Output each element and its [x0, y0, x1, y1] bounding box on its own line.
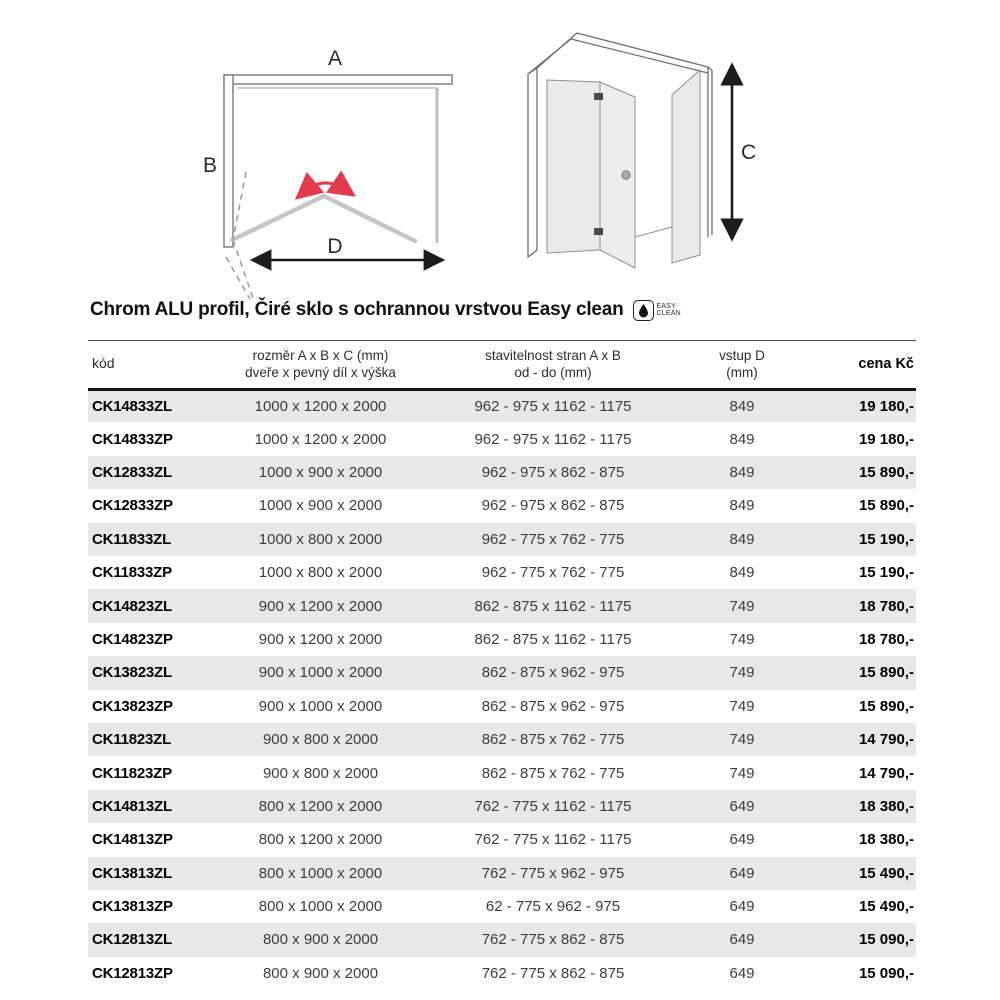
perspective-view-diagram [505, 22, 770, 287]
price-value: 18 380,- [858, 797, 914, 815]
table-row [88, 756, 916, 789]
price-value: 18 380,- [858, 831, 914, 849]
header-entry [683, 341, 801, 390]
table-row [88, 556, 916, 589]
dimension-value: 1000 x 800 x 2000 [258, 530, 383, 548]
product-code: CK14833ZL [92, 397, 172, 415]
table-row [88, 923, 916, 956]
bottom-opening-edge [635, 227, 672, 237]
dimension-value: 800 x 1200 x 2000 [258, 797, 383, 815]
adjustability-value: 862 - 875 x 762 - 775 [481, 731, 625, 749]
table-row [88, 389, 916, 422]
product-code: CK12833ZP [92, 497, 173, 515]
door-hinge-top-icon [594, 93, 603, 100]
header-entry-line2: (mm) [726, 365, 758, 381]
price-value: 15 890,- [858, 464, 914, 481]
entry-width-value: 749 [729, 764, 755, 782]
header-adjustability-line1: stavitelnost stran A x B [485, 348, 621, 363]
adjustability-value: 762 - 775 x 862 - 875 [481, 964, 625, 982]
left-wall-strip [528, 68, 537, 257]
product-code: CK13813ZP [92, 898, 173, 916]
folding-door-open-line [232, 196, 415, 241]
price-value: 15 890,- [858, 664, 914, 682]
product-code: CK12813ZL [92, 931, 172, 949]
price-value: 15 190,- [858, 530, 914, 548]
table-row [88, 957, 916, 990]
product-code: CK14813ZL [92, 797, 172, 815]
table-row [88, 857, 916, 890]
dimension-label-c: C [741, 141, 757, 164]
price-value: 15 090,- [858, 964, 914, 982]
dimension-value: 900 x 800 x 2000 [262, 731, 379, 749]
water-drop-icon [633, 300, 654, 321]
adjustability-value: 962 - 975 x 862 - 875 [481, 464, 625, 481]
adjustability-value: 862 - 875 x 1162 - 1175 [474, 597, 632, 615]
price-value: 15 890,- [858, 697, 914, 715]
dimension-value: 900 x 1000 x 2000 [258, 697, 383, 715]
header-adjustability-line2: od - do (mm) [514, 365, 592, 381]
entry-width-value: 749 [729, 731, 755, 749]
table-row [88, 623, 916, 656]
adjustability-value: 62 - 775 x 962 - 975 [485, 898, 621, 916]
product-spec-table [88, 340, 916, 990]
adjustability-value: 762 - 775 x 862 - 875 [481, 931, 625, 949]
dimension-value: 800 x 900 x 2000 [262, 931, 379, 949]
door-hinge-bottom-icon [594, 228, 603, 235]
entry-width-value: 849 [729, 497, 755, 515]
product-code: CK13823ZL [92, 664, 172, 682]
product-code: CK12833ZL [92, 464, 172, 481]
left-wall-profile [224, 75, 233, 247]
entry-width-value: 749 [729, 597, 755, 615]
header-dimensions-line1: rozměr A x B x C (mm) [252, 348, 389, 363]
entry-width-value: 849 [729, 397, 755, 415]
table-row [88, 456, 916, 489]
product-code: CK12813ZP [92, 964, 173, 982]
product-code: CK11833ZL [92, 530, 172, 548]
dimension-value: 800 x 1200 x 2000 [258, 831, 383, 849]
entry-width-value: 849 [729, 564, 755, 582]
price-value: 19 180,- [858, 430, 914, 448]
swing-direction-arrow [304, 183, 346, 192]
table-header [88, 341, 916, 390]
table-row [88, 890, 916, 923]
price-value: 18 780,- [858, 630, 914, 648]
header-adjustability [423, 341, 683, 390]
dimension-value: 1000 x 800 x 2000 [258, 564, 383, 582]
title-row [90, 299, 681, 321]
adjustability-value: 862 - 875 x 762 - 775 [481, 764, 625, 782]
entry-width-value: 849 [729, 430, 755, 448]
entry-width-value: 649 [729, 797, 755, 815]
header-entry-line1: vstup D [719, 348, 765, 363]
entry-width-value: 649 [729, 964, 755, 982]
dimension-value: 900 x 1200 x 2000 [258, 597, 383, 615]
price-value: 15 490,- [858, 898, 914, 916]
header-dimensions-line2: dveře x pevný díl x výška [245, 365, 396, 381]
header-dimensions [218, 341, 423, 390]
price-value: 15 490,- [858, 864, 914, 882]
dimension-value: 900 x 1000 x 2000 [258, 664, 383, 682]
adjustability-value: 762 - 775 x 962 - 975 [481, 864, 625, 882]
header-price: cena Kč [801, 341, 916, 390]
dimension-value: 1000 x 1200 x 2000 [254, 397, 387, 415]
table-row [88, 656, 916, 689]
price-value: 19 180,- [858, 397, 914, 415]
product-code: CK14823ZP [92, 630, 173, 648]
dimension-value: 1000 x 1200 x 2000 [254, 430, 387, 448]
easy-clean-line1: EASY [656, 303, 677, 310]
dimension-value: 800 x 1000 x 2000 [258, 898, 383, 916]
table-row [88, 823, 916, 856]
dimension-value: 800 x 1000 x 2000 [258, 864, 383, 882]
entry-width-value: 649 [729, 864, 755, 882]
product-code: CK14833ZP [92, 430, 173, 448]
entry-width-value: 749 [729, 664, 755, 682]
page-title: Chrom ALU profil, Čiré sklo s ochrannou vrstvou Easy clean [90, 299, 624, 320]
price-value: 14 790,- [858, 764, 914, 782]
fixed-glass-panel-right [672, 70, 700, 263]
adjustability-value: 962 - 975 x 862 - 875 [481, 497, 625, 515]
header-code: kód [88, 341, 218, 390]
easy-clean-label [657, 303, 681, 317]
dimension-value: 1000 x 900 x 2000 [258, 464, 383, 481]
entry-width-value: 649 [729, 931, 755, 949]
table-row [88, 489, 916, 522]
table-row [88, 790, 916, 823]
easy-clean-badge [633, 300, 681, 321]
entry-width-value: 649 [729, 898, 755, 916]
product-code: CK14813ZP [92, 831, 173, 849]
product-table-body [88, 389, 916, 990]
adjustability-value: 962 - 975 x 1162 - 1175 [474, 397, 632, 415]
top-wall-profile [224, 75, 452, 84]
dimension-value: 900 x 1200 x 2000 [258, 630, 383, 648]
entry-width-value: 749 [729, 630, 755, 648]
table-row [88, 589, 916, 622]
entry-width-value: 649 [729, 831, 755, 849]
product-code: CK11823ZL [92, 731, 172, 749]
adjustability-value: 962 - 975 x 1162 - 1175 [474, 430, 632, 448]
adjustability-value: 862 - 875 x 1162 - 1175 [474, 630, 632, 648]
adjustability-value: 962 - 775 x 762 - 775 [481, 530, 625, 548]
price-value: 15 890,- [858, 497, 914, 515]
adjustability-value: 762 - 775 x 1162 - 1175 [474, 831, 632, 849]
door-knob-icon [622, 171, 630, 179]
price-value: 18 780,- [858, 597, 914, 615]
product-code: CK13813ZL [92, 864, 172, 882]
table-row [88, 690, 916, 723]
product-code: CK13823ZP [92, 697, 173, 715]
dimension-value: 800 x 900 x 2000 [262, 964, 379, 982]
price-value: 15 090,- [858, 931, 914, 949]
dimension-label-d: D [327, 235, 343, 258]
adjustability-value: 962 - 775 x 762 - 775 [481, 564, 625, 582]
fixed-glass-panel-left [547, 80, 600, 253]
table-row [88, 422, 916, 455]
table-row [88, 523, 916, 556]
easy-clean-line2: CLEAN [656, 310, 681, 317]
product-code: CK11823ZP [92, 764, 172, 782]
dimension-value: 900 x 800 x 2000 [262, 764, 379, 782]
table-row [88, 723, 916, 756]
adjustability-value: 762 - 775 x 1162 - 1175 [474, 797, 632, 815]
adjustability-value: 862 - 875 x 962 - 975 [481, 697, 625, 715]
entry-width-value: 849 [729, 464, 755, 481]
entry-width-value: 849 [729, 530, 755, 548]
top-view-diagram [190, 35, 475, 305]
entry-width-value: 749 [729, 697, 755, 715]
product-code: CK14823ZL [92, 597, 172, 615]
dimension-value: 1000 x 900 x 2000 [258, 497, 383, 515]
dimension-label-b: B [203, 154, 218, 177]
price-value: 14 790,- [858, 731, 914, 749]
price-value: 15 190,- [858, 564, 914, 582]
dimension-label-a: A [327, 47, 343, 70]
product-code: CK11833ZP [92, 564, 172, 582]
adjustability-value: 862 - 875 x 962 - 975 [481, 664, 625, 682]
